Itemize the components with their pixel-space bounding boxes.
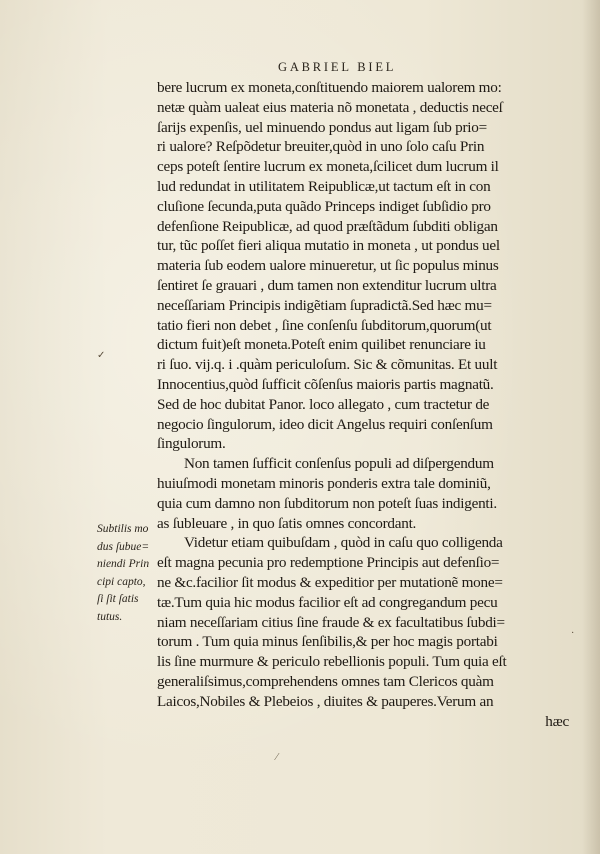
text-line: Laicos,Nobiles & Plebeios , diuites & pauperes.Verum an: [157, 692, 494, 710]
text-line: ri ſuo. vij.q. i .quàm periculoſum. Sic & cõmunitas. Et uult: [157, 356, 498, 374]
text-line: lud redundat in utilitatem Reipublicæ,ut tactum eſt in con: [157, 177, 491, 195]
text-line: ſarijs expenſis, uel minuendo pondus aut ligam ſub prio=: [157, 118, 487, 136]
text-line: ri ualore? Reſpõdetur breuiter,quòd in uno ſolo caſu Prin: [157, 138, 485, 156]
text-line: eſt magna pecunia pro redemptione Principis aut defenſio=: [157, 554, 500, 572]
text-line: ſentiret ſe grauari , dum tamen non extenditur lucrum ultra: [157, 276, 497, 294]
text-line: materia ſub eodem ualore minueretur, ut ſic populus minus: [157, 257, 499, 275]
text-line: quia cum damno non ſubditorum non poteſt ſuas indigenti.: [157, 494, 497, 512]
marginal-note-line: tutus.: [97, 610, 123, 623]
text-line: neceſſariam Principis indigẽtiam ſupradictã.Sed hæc mu=: [157, 296, 492, 314]
text-line: Innocentius,quòd ſufficit cõſenſus maioris partis magnatũ.: [157, 375, 494, 393]
ink-speck: ✓: [97, 350, 106, 361]
text-line: huiuſmodi monetam minoris ponderis extra tale dominiũ,: [157, 474, 491, 492]
page-edge-shadow: [582, 0, 600, 854]
text-line: torum . Tum quia minus ſenſibilis,& per hoc magis portabi: [157, 633, 498, 651]
text-line: bere lucrum ex moneta,conſtituendo maiorem ualorem mo:: [157, 79, 502, 96]
text-line: netæ quàm ualeat eius materia nõ monetata , deductis neceſ: [157, 98, 503, 116]
text-line: Videtur etiam quibuſdam , quòd in caſu quo colligenda: [184, 534, 503, 552]
text-line: niam neceſſariam citius ſine fraude & ex facultatibus ſubdi=: [157, 613, 505, 631]
text-line: defenſione Reipublicæ, ad quod præſtãdum ſubditi obligan: [157, 217, 498, 235]
text-line: ne &c.facilior ſit modus & expeditior per mutationẽ mone=: [157, 573, 503, 591]
text-line: dictum fuit)eſt moneta.Poteſt enim quilibet renunciare iu: [157, 336, 486, 354]
marginal-note-line: cipi capto,: [97, 575, 146, 588]
marginal-note-line: dus ſubue=: [97, 540, 150, 553]
main-text-block: [157, 78, 569, 731]
ink-speck: ⁄: [276, 752, 278, 763]
text-line: cluſione ſecunda,puta quãdo Princeps indiget ſubſidio pro: [157, 197, 491, 215]
text-line: generaliſsimus,comprehendens omnes tam Clericos quàm: [157, 672, 494, 690]
text-line: Non tamen ſufficit conſenſus populi ad diſpergendum: [184, 455, 494, 473]
text-line: ceps poteſt ſentire lucrum ex moneta,ſcilicet dum lucrum il: [157, 158, 499, 176]
text-line: ſingulorum.: [157, 435, 226, 453]
text-line: tur, tũc poſſet fieri aliqua mutatio in moneta , ut pondus uel: [157, 237, 500, 255]
text-line: lis ſine murmure & periculo rebellionis populi. Tum quia eſt: [157, 653, 507, 671]
marginal-note-line: Subtilis mo: [97, 523, 149, 535]
text-line: tatio fieri non debet , ſine conſenſu ſubditorum,quorum(ut: [157, 316, 492, 334]
marginal-note: [97, 521, 159, 626]
text-line: as ſubleuare , in quo ſatis omnes concordant.: [157, 514, 417, 532]
ink-speck: ·: [571, 628, 575, 639]
text-line: negocio ſingulorum, ideo dicit Angelus requiri conſenſum: [157, 415, 493, 433]
marginal-note-line: niendi Prin: [97, 558, 150, 570]
text-line: tæ.Tum quia hic modus facilior eſt ad congregandum pecu: [157, 593, 498, 611]
running-head: GABRIEL BIEL: [278, 60, 397, 74]
marginal-note-line: ſi ſit ſatis: [97, 593, 139, 605]
catchword: hæc: [545, 712, 569, 730]
text-line: Sed de hoc dubitat Panor. loco allegato , cum tractetur de: [157, 395, 490, 413]
